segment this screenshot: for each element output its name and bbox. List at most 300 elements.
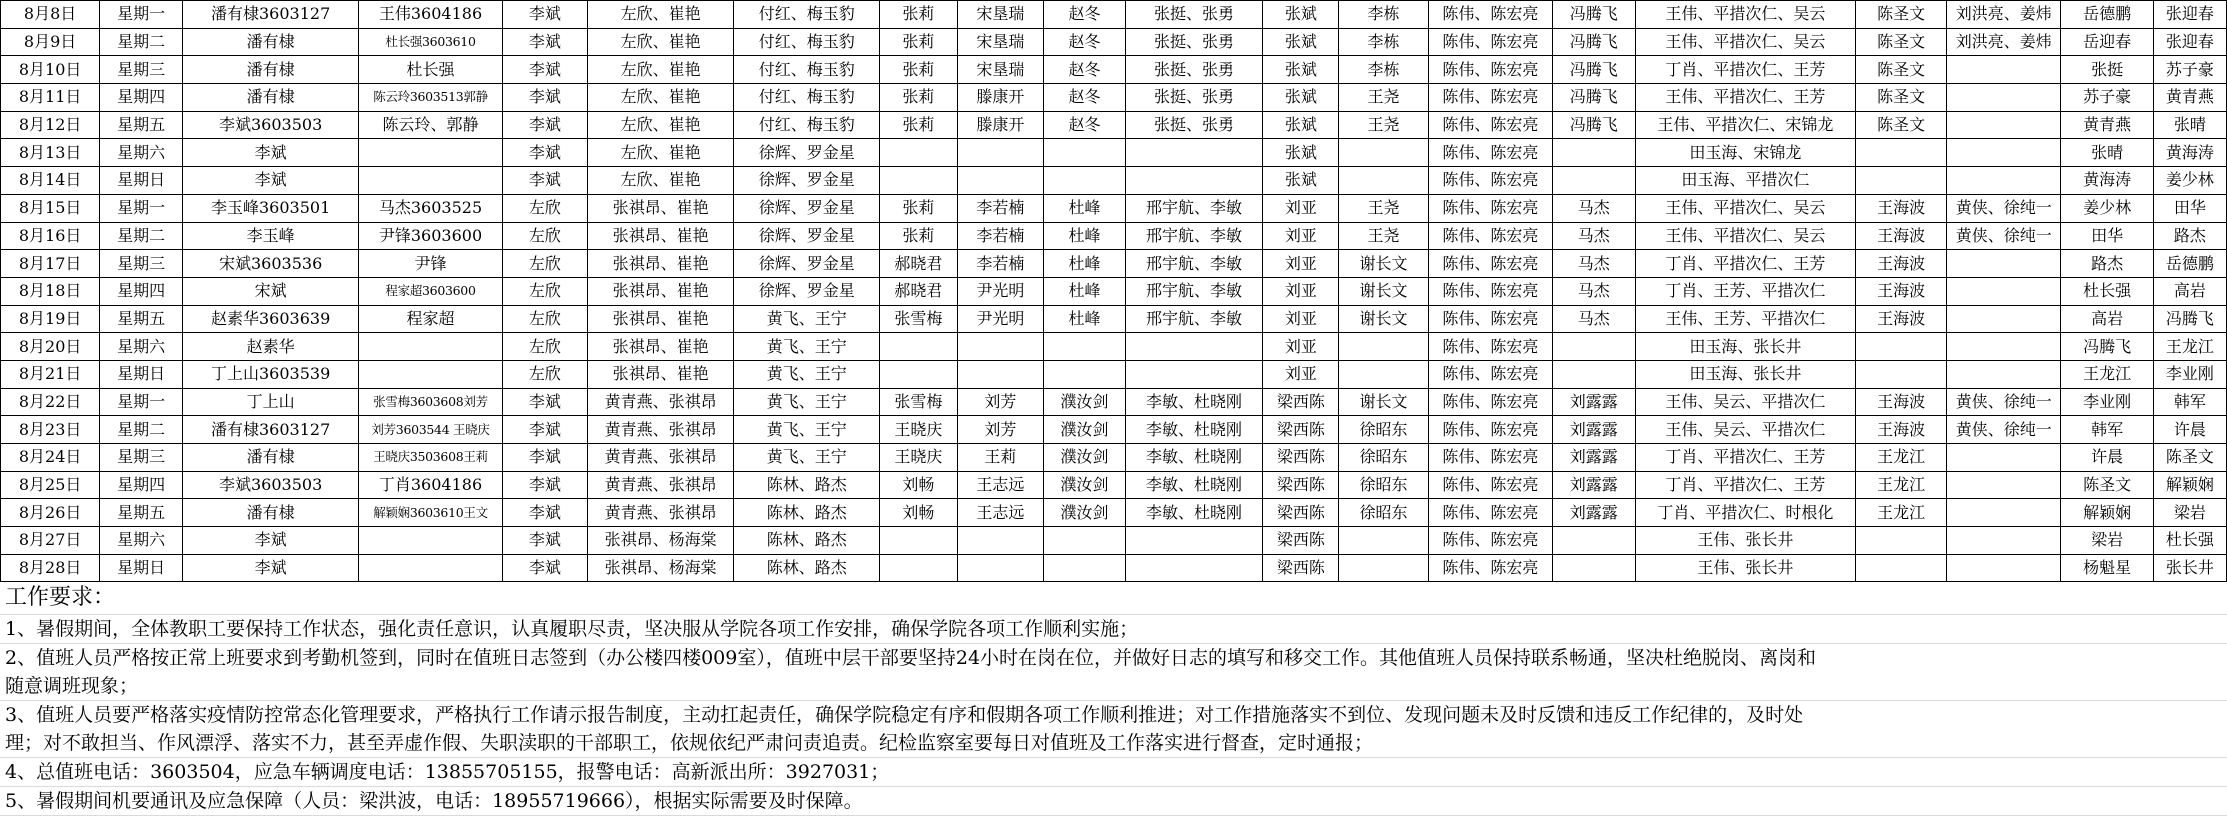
roster-cell: 马杰 [1552,194,1635,222]
roster-cell: 黄飞、王宁 [734,305,880,333]
requirement-text: 5、暑假期间机要通讯及应急保障（人员：梁洪波，电话：18955719666），根据实际需要及时保障。 [5,790,863,813]
roster-cell: 王伟、张长井 [1635,554,1856,582]
roster-cell: 左欣 [502,222,587,250]
roster-cell: 黄飞、王宁 [734,333,880,361]
roster-cell: 张晴 [2153,111,2226,139]
roster-cell: 宋斌 [182,277,358,305]
roster-cell: 张祺昂、崔艳 [588,333,734,361]
roster-cell: 黄青燕 [2061,111,2153,139]
roster-cell: 星期四 [100,471,183,499]
roster-cell: 谢长文 [1339,250,1429,278]
roster-cell: 黄青燕、张祺昂 [588,416,734,444]
roster-cell: 星期五 [100,111,183,139]
roster-cell: 冯腾飞 [1552,84,1635,112]
roster-cell: 陈伟、陈宏亮 [1428,416,1552,444]
roster-row [1,360,2227,388]
roster-cell: 潘有棣3603127 [182,416,358,444]
roster-cell: 丁上山 [182,388,358,416]
roster-cell: 星期六 [100,333,183,361]
roster-cell [957,527,1044,555]
roster-cell: 8月12日 [1,111,100,139]
roster-cell: 陈圣文 [2061,471,2153,499]
roster-cell: 许晨 [2061,444,2153,472]
roster-cell: 张莉 [880,1,957,29]
roster-cell [880,167,957,195]
roster-cell: 左欣、崔艳 [588,1,734,29]
roster-cell: 李斌 [502,527,587,555]
roster-cell: 李斌 [502,167,587,195]
roster-cell: 高岩 [2061,305,2153,333]
roster-cell: 李斌 [502,84,587,112]
roster-cell: 8月8日 [1,1,100,29]
roster-cell: 星期五 [100,305,183,333]
roster-cell: 李斌3603503 [182,471,358,499]
roster-cell: 陈伟、陈宏亮 [1428,167,1552,195]
roster-cell: 星期一 [100,388,183,416]
roster-cell: 邢宇航、李敏 [1125,194,1263,222]
roster-cell [957,139,1044,167]
roster-cell [957,333,1044,361]
roster-cell: 星期六 [100,527,183,555]
roster-cell: 李斌 [502,471,587,499]
roster-cell: 陈云玲、郭静 [359,111,502,139]
roster-cell [880,527,957,555]
roster-row [1,416,2227,444]
roster-cell: 丁肖、平措次仁、时根化 [1635,499,1856,527]
roster-cell: 田玉海、张长井 [1635,360,1856,388]
roster-cell: 王晓庆 [880,416,957,444]
roster-cell: 王伟、平措次仁、王芳 [1635,84,1856,112]
roster-cell: 李斌3603503 [182,111,358,139]
roster-cell: 8月14日 [1,167,100,195]
roster-cell: 王伟3604186 [359,1,502,29]
roster-cell: 左欣、崔艳 [588,139,734,167]
roster-cell: 王伟、吴云、平措次仁 [1635,416,1856,444]
roster-row [1,139,2227,167]
roster-cell: 李斌 [502,28,587,56]
roster-cell: 田华 [2061,222,2153,250]
roster-cell [1552,333,1635,361]
roster-cell: 李斌 [502,499,587,527]
roster-row [1,471,2227,499]
roster-cell: 8月11日 [1,84,100,112]
roster-cell: 张挺、张勇 [1125,1,1263,29]
roster-cell [1552,139,1635,167]
requirement-text: 4、总值班电话：3603504，应急车辆调度电话：13855705155，报警电话：高新派出所：3927031； [5,761,890,784]
roster-cell: 陈林、路杰 [734,471,880,499]
roster-cell: 滕康开 [957,111,1044,139]
roster-cell: 陈圣文 [1856,56,1947,84]
roster-cell [359,527,502,555]
requirement-item-2 [0,644,2227,701]
roster-cell: 王龙江 [2153,333,2226,361]
requirement-text: 1、暑假期间，全体教职工要保持工作状态，强化责任意识，认真履职尽责，坚决服从学院各项工作安排，确保学院各项工作顺利实施； [5,618,1139,641]
roster-cell: 赵冬 [1044,28,1125,56]
roster-cell: 刘亚 [1263,305,1339,333]
roster-cell [1552,360,1635,388]
roster-cell: 张挺 [2061,56,2153,84]
roster-cell: 丁肖、平措次仁、王芳 [1635,444,1856,472]
roster-cell: 田华 [2153,194,2226,222]
roster-cell [1947,333,2061,361]
roster-cell: 陈伟、陈宏亮 [1428,527,1552,555]
roster-cell: 岳迎春 [2061,28,2153,56]
roster-cell: 王尧 [1339,84,1429,112]
roster-cell: 刘洪亮、姜炜 [1947,28,2061,56]
roster-cell [1044,167,1125,195]
requirement-text: 3、值班人员要严格落实疫情防控常态化管理要求，严格执行工作请示报告制度，主动扛起责任，确保学院稳定有序和假期各项工作顺利推进；对工作措施落实不到位、发现问题未及时反馈和违反工作纪律的，及时处理；对不敢担当、作风漂浮、落实不力，甚至弄虚作假、失职渎职的干部职工，依规依纪严肃问责追责。纪检监察室要每日对值班及工作落实进行督查，定时通报； [5,704,1804,755]
roster-cell [1339,333,1429,361]
roster-cell: 王伟、平措次仁、吴云 [1635,1,1856,29]
roster-cell: 王伟、平措次仁、吴云 [1635,222,1856,250]
roster-cell: 左欣 [502,305,587,333]
roster-cell: 丁肖、平措次仁、王芳 [1635,250,1856,278]
roster-cell: 付红、梅玉豹 [734,84,880,112]
roster-row [1,167,2227,195]
roster-cell: 付红、梅玉豹 [734,56,880,84]
roster-cell: 徐辉、罗金星 [734,222,880,250]
roster-cell: 赵冬 [1044,84,1125,112]
roster-cell: 濮汝剑 [1044,444,1125,472]
roster-cell [1947,111,2061,139]
roster-cell: 李敏、杜晓刚 [1125,471,1263,499]
roster-cell [1947,444,2061,472]
roster-cell: 李斌 [502,444,587,472]
roster-cell: 杜峰 [1044,305,1125,333]
roster-cell [1125,527,1263,555]
roster-cell: 李敏、杜晓刚 [1125,388,1263,416]
roster-cell: 潘有棣3603127 [182,1,358,29]
roster-cell: 王海波 [1856,388,1947,416]
roster-cell: 王莉 [957,444,1044,472]
roster-cell: 刘洪亮、姜炜 [1947,1,2061,29]
roster-cell: 王志远 [957,471,1044,499]
roster-cell: 黄飞、王宁 [734,444,880,472]
roster-cell: 濮汝剑 [1044,388,1125,416]
roster-cell: 张晴 [2061,139,2153,167]
roster-cell: 程家超3603600 [359,277,502,305]
roster-cell: 姜少林 [2061,194,2153,222]
roster-cell: 徐昭东 [1339,444,1429,472]
roster-cell: 陈伟、陈宏亮 [1428,333,1552,361]
roster-cell [1947,250,2061,278]
roster-cell: 张莉 [880,194,957,222]
roster-cell: 王龙江 [2061,360,2153,388]
roster-cell: 冯腾飞 [1552,28,1635,56]
roster-cell: 潘有棣 [182,444,358,472]
roster-cell: 张挺、张勇 [1125,56,1263,84]
roster-cell: 潘有棣 [182,56,358,84]
roster-cell: 左欣 [502,360,587,388]
roster-cell: 王龙江 [1856,444,1947,472]
requirement-item-5 [0,787,2227,816]
roster-cell: 左欣 [502,333,587,361]
roster-cell: 陈伟、陈宏亮 [1428,139,1552,167]
roster-cell: 星期日 [100,360,183,388]
roster-cell: 8月23日 [1,416,100,444]
roster-cell: 左欣 [502,194,587,222]
roster-cell: 左欣 [502,250,587,278]
roster-cell [1339,527,1429,555]
roster-cell: 陈伟、陈宏亮 [1428,194,1552,222]
roster-cell: 星期二 [100,222,183,250]
roster-cell: 李斌 [182,554,358,582]
requirements-title [0,582,2227,615]
roster-cell: 尹锋 [359,250,502,278]
roster-cell: 8月26日 [1,499,100,527]
roster-cell [1856,527,1947,555]
roster-cell: 苏子豪 [2061,84,2153,112]
roster-cell [1044,527,1125,555]
roster-cell [1339,360,1429,388]
roster-cell: 程家超 [359,305,502,333]
roster-cell: 星期四 [100,277,183,305]
roster-cell: 王伟、平措次仁、宋锦龙 [1635,111,1856,139]
roster-cell: 张斌 [1263,28,1339,56]
roster-cell: 邢宇航、李敏 [1125,222,1263,250]
roster-cell: 潘有棣 [182,499,358,527]
roster-cell: 王海波 [1856,250,1947,278]
roster-cell: 陈伟、陈宏亮 [1428,471,1552,499]
roster-cell [1339,139,1429,167]
roster-cell [1125,360,1263,388]
roster-cell: 星期日 [100,167,183,195]
roster-cell [1552,167,1635,195]
roster-cell [1856,333,1947,361]
roster-cell: 岳德鹏 [2061,1,2153,29]
roster-cell: 张挺、张勇 [1125,28,1263,56]
roster-cell: 王尧 [1339,194,1429,222]
roster-row [1,28,2227,56]
roster-cell: 邢宇航、李敏 [1125,250,1263,278]
roster-cell: 杜长强 [2153,527,2226,555]
roster-cell: 徐辉、罗金星 [734,139,880,167]
roster-cell: 王海波 [1856,194,1947,222]
roster-cell: 王海波 [1856,416,1947,444]
roster-cell: 陈圣文 [1856,1,1947,29]
roster-cell: 刘畅 [880,499,957,527]
requirement-item-3 [0,701,2227,758]
roster-cell: 陈林、路杰 [734,554,880,582]
roster-cell: 路杰 [2061,250,2153,278]
roster-cell: 杜长强 [359,56,502,84]
roster-cell: 张挺、张勇 [1125,111,1263,139]
roster-cell: 高岩 [2153,277,2226,305]
roster-cell: 马杰 [1552,305,1635,333]
roster-row [1,527,2227,555]
roster-cell: 杜峰 [1044,277,1125,305]
roster-cell: 赵素华3603639 [182,305,358,333]
roster-cell: 星期日 [100,554,183,582]
roster-cell: 陈伟、陈宏亮 [1428,250,1552,278]
roster-cell: 王龙江 [1856,471,1947,499]
roster-cell: 梁西陈 [1263,527,1339,555]
roster-cell: 刘亚 [1263,333,1339,361]
roster-cell: 潘有棣 [182,28,358,56]
roster-cell: 丁肖、平措次仁、王芳 [1635,56,1856,84]
roster-cell: 张雪梅 [880,388,957,416]
roster-cell: 冯腾飞 [2153,305,2226,333]
roster-row [1,84,2227,112]
roster-row [1,444,2227,472]
roster-cell: 张斌 [1263,111,1339,139]
roster-cell: 丁肖、平措次仁、王芳 [1635,471,1856,499]
roster-cell: 潘有棣 [182,84,358,112]
roster-cell: 许晨 [2153,416,2226,444]
roster-cell: 星期三 [100,444,183,472]
roster-cell: 王晓庆3503608王莉 [359,444,502,472]
roster-cell: 丁上山3603539 [182,360,358,388]
requirement-item-4 [0,758,2227,787]
roster-cell: 马杰 [1552,277,1635,305]
roster-cell: 付红、梅玉豹 [734,111,880,139]
roster-cell: 刘露露 [1552,388,1635,416]
roster-cell: 赵冬 [1044,56,1125,84]
roster-cell: 解颖娴3603610王文 [359,499,502,527]
roster-cell: 刘亚 [1263,222,1339,250]
roster-cell [957,360,1044,388]
roster-cell: 8月9日 [1,28,100,56]
roster-cell: 宋垦瑞 [957,56,1044,84]
roster-cell: 韩军 [2153,388,2226,416]
roster-cell: 李玉峰 [182,222,358,250]
roster-cell: 李敏、杜晓刚 [1125,416,1263,444]
roster-cell [1947,56,2061,84]
roster-cell [1947,360,2061,388]
roster-cell: 冯腾飞 [1552,111,1635,139]
roster-cell: 黄青燕、张祺昂 [588,471,734,499]
roster-cell: 星期六 [100,139,183,167]
roster-cell: 杨魁星 [2061,554,2153,582]
roster-cell: 黄飞、王宁 [734,388,880,416]
roster-cell: 左欣、崔艳 [588,56,734,84]
roster-cell: 陈伟、陈宏亮 [1428,388,1552,416]
roster-cell: 张迎春 [2153,28,2226,56]
roster-cell: 谢长文 [1339,277,1429,305]
roster-row [1,277,2227,305]
roster-cell [880,139,957,167]
roster-body [1,1,2227,582]
roster-cell: 8月22日 [1,388,100,416]
roster-cell: 8月19日 [1,305,100,333]
roster-cell: 黄侠、徐纯一 [1947,222,2061,250]
roster-cell: 张长井 [2153,554,2226,582]
roster-cell [1947,554,2061,582]
roster-cell: 刘亚 [1263,194,1339,222]
roster-cell [880,360,957,388]
roster-cell: 陈伟、陈宏亮 [1428,28,1552,56]
roster-cell [1339,554,1429,582]
roster-cell: 8月10日 [1,56,100,84]
roster-cell: 李斌 [502,1,587,29]
roster-cell: 黄青燕、张祺昂 [588,499,734,527]
roster-cell: 王海波 [1856,277,1947,305]
roster-cell: 韩军 [2061,416,2153,444]
roster-cell: 陈林、路杰 [734,499,880,527]
roster-cell: 王伟、吴云、平措次仁 [1635,388,1856,416]
roster-cell: 星期五 [100,499,183,527]
roster-cell: 李敏、杜晓刚 [1125,444,1263,472]
roster-cell: 李斌 [502,554,587,582]
roster-cell: 解颖娴 [2061,499,2153,527]
requirements-title-text: 工作要求： [5,585,116,611]
roster-cell: 杜峰 [1044,194,1125,222]
roster-cell: 张斌 [1263,1,1339,29]
roster-cell: 梁岩 [2061,527,2153,555]
roster-cell: 8月21日 [1,360,100,388]
roster-cell: 徐辉、罗金星 [734,250,880,278]
roster-cell [1947,277,2061,305]
roster-cell: 8月18日 [1,277,100,305]
roster-cell: 濮汝剑 [1044,471,1125,499]
roster-cell [1552,554,1635,582]
roster-cell: 刘露露 [1552,444,1635,472]
roster-cell: 陈圣文 [1856,28,1947,56]
roster-cell: 李业刚 [2153,360,2226,388]
roster-cell [1044,360,1125,388]
roster-cell: 8月28日 [1,554,100,582]
roster-cell: 黄侠、徐纯一 [1947,416,2061,444]
roster-cell: 徐辉、罗金星 [734,167,880,195]
roster-cell: 郝晓君 [880,250,957,278]
roster-cell: 李斌 [182,167,358,195]
roster-cell: 赵冬 [1044,111,1125,139]
roster-cell: 王尧 [1339,222,1429,250]
roster-cell: 星期二 [100,416,183,444]
roster-cell: 黄海涛 [2153,139,2226,167]
roster-cell: 8月25日 [1,471,100,499]
roster-cell: 8月13日 [1,139,100,167]
roster-cell: 张祺昂、崔艳 [588,194,734,222]
roster-cell: 左欣、崔艳 [588,84,734,112]
roster-row [1,499,2227,527]
roster-cell: 王伟、王芳、平措次仁 [1635,305,1856,333]
roster-cell: 郝晓君 [880,277,957,305]
roster-cell: 陈伟、陈宏亮 [1428,56,1552,84]
roster-cell: 张斌 [1263,84,1339,112]
roster-cell: 张莉 [880,222,957,250]
roster-cell: 张祺昂、崔艳 [588,277,734,305]
roster-cell: 张祺昂、崔艳 [588,305,734,333]
roster-cell [1856,360,1947,388]
roster-cell: 陈伟、陈宏亮 [1428,305,1552,333]
roster-cell: 王伟、平措次仁、吴云 [1635,28,1856,56]
roster-cell [359,360,502,388]
roster-cell: 王龙江 [1856,499,1947,527]
roster-cell: 田玉海、张长井 [1635,333,1856,361]
roster-row [1,194,2227,222]
roster-cell: 8月24日 [1,444,100,472]
roster-cell: 李敏、杜晓刚 [1125,499,1263,527]
roster-cell: 黄侠、徐纯一 [1947,194,2061,222]
roster-cell [1044,139,1125,167]
roster-cell: 陈伟、陈宏亮 [1428,499,1552,527]
roster-cell: 张莉 [880,111,957,139]
roster-cell: 星期四 [100,84,183,112]
roster-cell: 陈伟、陈宏亮 [1428,360,1552,388]
roster-cell: 王尧 [1339,111,1429,139]
roster-cell: 刘亚 [1263,277,1339,305]
roster-cell: 黄侠、徐纯一 [1947,388,2061,416]
roster-cell: 陈圣文 [1856,111,1947,139]
roster-row [1,250,2227,278]
roster-cell [1947,305,2061,333]
roster-cell: 邢宇航、李敏 [1125,305,1263,333]
roster-cell: 张雪梅 [880,305,957,333]
roster-cell: 杜峰 [1044,250,1125,278]
roster-cell: 徐昭东 [1339,416,1429,444]
roster-cell: 刘芳 [957,388,1044,416]
